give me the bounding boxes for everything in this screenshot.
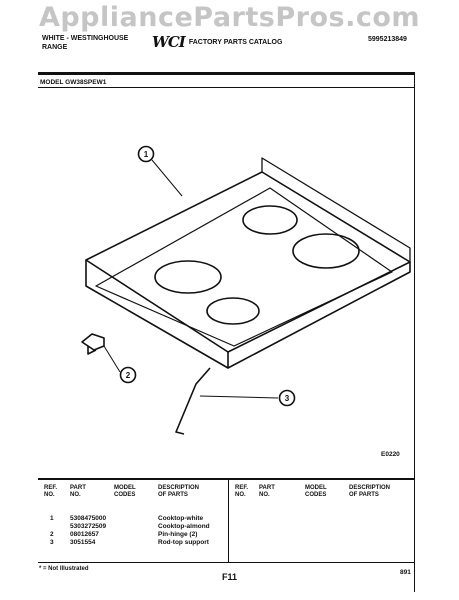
wci-logo: WCI	[152, 33, 185, 51]
table-row-part: 5308475000	[70, 515, 107, 522]
leader-1	[152, 160, 182, 196]
leader-3	[200, 396, 278, 398]
watermark: AppliancePartsPros.com	[38, 2, 421, 33]
model-label: MODEL GW38SPEW1	[40, 79, 107, 86]
table-row-ref: 3	[50, 539, 54, 546]
callout-3: 3	[284, 394, 290, 403]
part-column	[70, 515, 106, 547]
ref-column	[50, 515, 54, 547]
table-column-divider	[228, 480, 229, 562]
table-bottom-rule	[38, 562, 415, 563]
brand-line-2: RANGE	[42, 44, 68, 51]
callout-2: 2	[125, 371, 131, 380]
catalog-number: 5995213849	[368, 36, 407, 43]
header-part-right: PART NO.	[259, 485, 275, 498]
header-ref-right: REF. NO.	[235, 485, 249, 498]
header-desc-right: DESCRIPTION OF PARTS	[349, 485, 391, 498]
table-row-ref: 1	[50, 515, 54, 522]
header-desc-left: DESCRIPTION OF PARTS	[158, 485, 200, 498]
burner-opening-front-left	[155, 261, 221, 293]
table-row-desc: Cooktop-white	[158, 515, 204, 522]
cooktop-back-riser	[262, 158, 410, 262]
footnote: * = Not Illustrated	[39, 566, 89, 572]
table-row-ref: 2	[50, 531, 54, 538]
table-row-ref	[50, 523, 54, 531]
header-ref-left: REF. NO.	[44, 485, 58, 498]
burner-opening-front-right	[207, 298, 259, 324]
table-row-part: 3051554	[70, 539, 96, 546]
header-part-left: PART NO.	[70, 485, 86, 498]
document-number: 891	[400, 569, 411, 576]
support-rod	[176, 368, 210, 434]
header-model-left: MODEL CODES	[114, 485, 136, 498]
table-row-desc: Rod-top support	[158, 539, 209, 546]
table-row-desc: Cooktop-almond	[158, 523, 210, 530]
desc-column	[158, 515, 210, 547]
cooktop-side-lip	[228, 262, 410, 368]
hinge-pin	[82, 334, 104, 354]
page-number: F11	[222, 572, 238, 582]
burner-opening-back-left	[243, 206, 297, 234]
burner-opening-back-right	[293, 234, 359, 268]
table-row-desc: Pin-hinge (2)	[158, 531, 198, 538]
cooktop-outline	[86, 172, 410, 352]
brand-line-1: WHITE - WESTINGHOUSE	[42, 35, 129, 42]
drawing-code: E0220	[381, 451, 400, 458]
table-top-rule	[38, 478, 415, 480]
header-model-right: MODEL CODES	[305, 485, 327, 498]
callout-1: 1	[143, 150, 149, 159]
table-row-part: 5303272509	[70, 523, 107, 530]
table-row-part: 08012657	[70, 531, 99, 538]
catalog-title: FACTORY PARTS CATALOG	[188, 38, 283, 46]
leader-2	[104, 346, 120, 372]
